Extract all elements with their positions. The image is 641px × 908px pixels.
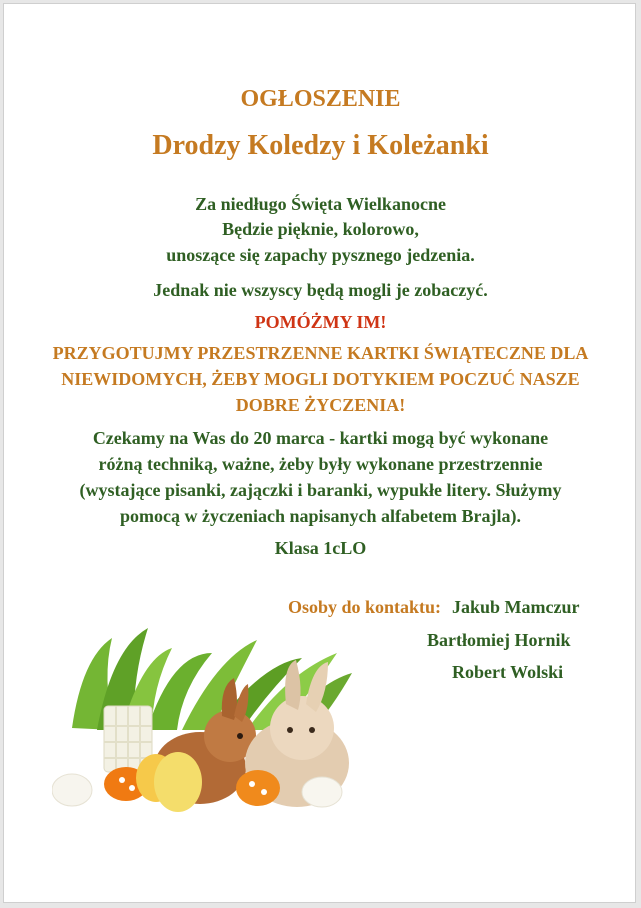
intro-line-2: Będzie pięknie, kolorowo, <box>222 219 419 239</box>
details-line-4: pomocą w życzeniach napisanych alfabetem Brajla). <box>120 506 521 526</box>
details-line-2: różną techniką, ważne, żeby były wykonane przestrzennie <box>98 454 543 474</box>
contact-name-3: Robert Wolski <box>452 662 564 682</box>
details-line-1: Czekamy na Was do 20 marca - kartki mogą być wykonane <box>92 428 549 448</box>
details-line-3: (wystające pisanki, zajączki i baranki, wypukłe litery. Służymy <box>79 480 562 500</box>
contact-name-1: Jakub Mamczur <box>452 597 580 617</box>
greeting-heading: Drodzy Koledzy i Koleżanki <box>152 130 489 161</box>
appeal-line-1: PRZYGOTUJMY PRZESTRZENNE KARTKI ŚWIĄTECZNE DLA <box>52 343 589 363</box>
intro-line-1: Za niedługo Święta Wielkanocne <box>195 194 446 214</box>
announcement-title: OGŁOSZENIE <box>240 86 401 112</box>
easter-bunnies-image <box>52 618 362 814</box>
contact-name-2: Bartłomiej Hornik <box>427 630 571 650</box>
not-everyone-line: Jednak nie wszyscy będą mogli je zobaczyć. <box>153 280 488 300</box>
contact-label: Osoby do kontaktu: <box>288 597 442 617</box>
class-signature: Klasa 1cLO <box>274 538 367 558</box>
help-line: POMÓŻMY IM! <box>254 312 387 332</box>
appeal-line-3: DOBRE ŻYCZENIA! <box>235 395 406 415</box>
intro-line-3: unoszące się zapachy pysznego jedzenia. <box>166 245 475 265</box>
appeal-line-2: NIEWIDOMYCH, ŻEBY MOGLI DOTYKIEM POCZUĆ NASZE <box>61 369 580 389</box>
